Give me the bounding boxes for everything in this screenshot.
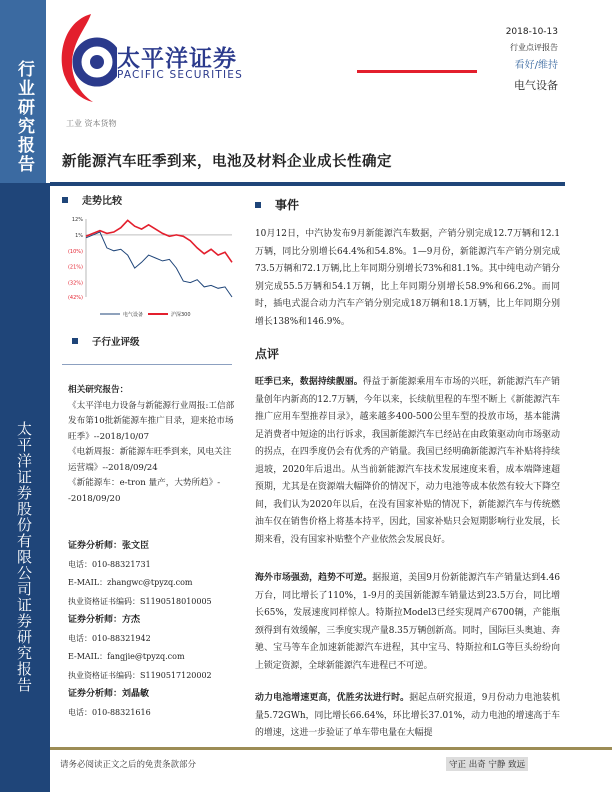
event-text: 10月12日，中汽协发布9月新能源汽车数据，产销分别完成12.7万辆和12.1万辆，同比分别增长64.4%和54.8%。1—9月份，新能源汽车产销分别完成73.5万辆和72.1万辆,比上年同期分别增长73%和81.1%。其中纯电动产销分别完成55.5万辆和54.1万辆，比上年同期分别增长58.9%和66.2%。而同时，插电式混合动力汽车产销分别完成18万辆和18.1万辆，比上年同期分别增长138%和146.9%。 (255, 229, 560, 327)
related-report[interactable]: 《新能源车：e-tron 量产，大势所趋》--2018/09/20 (68, 478, 221, 504)
analyst-phone: 电话：010-88321731 (68, 559, 151, 569)
page-title: 新能源汽车旺季到来，电池及材料企业成长性确定 (62, 153, 392, 170)
sidebar-top (0, 0, 46, 183)
disclaimer: 请务必阅读正文之后的免责条款部分 (60, 760, 197, 770)
y-tick-label: (42%) (67, 295, 83, 301)
analysts (68, 537, 238, 722)
sidebar-bottom (0, 183, 50, 792)
para-text: 据起点研究报道，9月份动力电池装机量5.72GWh，同比增长66.64%，环比增长37.01%，动力电池的增速高于车的增速，这进一步验证了单车带电量在大幅提 (255, 693, 561, 738)
sub-rating-header (72, 334, 140, 348)
legend-label: 沪深300 (171, 312, 191, 318)
analyst-email[interactable]: E-MAIL：zhangwc@tpyzq.com (68, 578, 193, 587)
series-line (86, 220, 232, 262)
comment-para (255, 374, 560, 549)
comment-para (255, 690, 560, 743)
legend-label: 电气设备 (123, 312, 144, 318)
related-reports (68, 383, 238, 507)
trend-chart (60, 213, 240, 323)
y-tick-label: (32%) (67, 280, 83, 287)
brand-name-cn: 太平洋证券 (117, 46, 237, 72)
rating-underline (357, 70, 477, 73)
para-text: 得益于新能源乘用车市场的兴旺，新能源汽车产销量创年内新高的12.7万辆，今年以来，长续航里程的车型不断上《新能源汽车推广应用车型推荐目录》，越来越多400-500公里车型的投放市场，基本能满足消费者中短途的出行诉求，我国新能源汽车已经站在由政策驱动向市场驱动的拐点，在四季度仍会有优秀的产销量。我国已经明确新能源汽车补贴将持续退坡，2020年后退出。从当前新能源汽车技术发展速度来看，成本端降速超预期，尤其是在资源端大幅降价的情况下，动力电池等成本依然有较大下降空间，我们认为2020年以后，在没有国家补贴的情况下，新能源汽车与传统燃油车仅在销售价格上将基本持平，因此，国家补贴只会短期影响行业发展，长期来看，没有国家补贴整个产业依然会发展良好。 (255, 377, 561, 545)
related-report[interactable]: 《太平洋电力设备与新能源行业周报:工信部发布第10批新能源车推广目录，迎来抢市场旺季》--2018/10/07 (68, 400, 235, 442)
y-tick-label: (10%) (67, 248, 83, 255)
para-lead: 海外市场强劲，趋势不可逆。 (255, 573, 373, 583)
para-text: 据报道，美国9月份新能源汽车产销量达到4.46万台，同比增长了110%，1-9月的美国新能源车销量达到23.5万台，同比增长65%，发展速度同样惊人。特斯拉Model3已经实现周产6700辆，产能瓶颈得到有效缓解，三季度实现产量8.35万辆创新高。同时，国际巨头奥迪、奔驰、宝马等车企加速新能源汽车进程，其中宝马、特斯拉和LG等巨头纷纷向上锁定资源，全球新能源汽车进程已不可逆。 (255, 573, 561, 671)
comment-para (255, 570, 560, 675)
para-lead: 动力电池增速更高，优胜劣汰进行时。 (255, 693, 410, 703)
y-tick-label: (21%) (67, 264, 83, 271)
analyst-title: 证券分析师：张文臣 (68, 541, 150, 551)
company-logo-icon (55, 12, 117, 104)
brand-name-en: PACIFIC SECURITIES (117, 69, 244, 81)
bullet-square-icon (72, 338, 78, 344)
trend-section-header (62, 192, 122, 207)
analyst-title: 证券分析师：刘晶敏 (68, 689, 150, 699)
analyst-cert: 执业资格证书编码：S1190517120002 (68, 670, 212, 680)
sidebar-report-label: 行业研究报告 (14, 60, 34, 174)
related-report[interactable]: 《电新周报：新能源车旺季到来，风电关注运营端》--2018/09/24 (68, 447, 232, 473)
report-date: 2018-10-13 (505, 27, 558, 37)
sidebar-company-label: 太平洋证券股份有限公司证券研究报告 (15, 421, 33, 693)
related-title: 相关研究报告： (68, 385, 129, 395)
y-tick-label: 1% (75, 232, 83, 239)
bullet-square-icon (255, 202, 261, 208)
analyst-cert: 执业资格证书编码：S1190518010005 (68, 596, 212, 606)
rating: 看好/维持 (514, 60, 558, 71)
comment-title: 点评 (255, 347, 280, 361)
footer-divider (50, 747, 612, 750)
sub-rating-divider (62, 364, 232, 365)
industry: 电气设备 (514, 79, 558, 92)
event-header (255, 196, 299, 213)
report-type: 行业点评报告 (510, 43, 558, 52)
trend-title: 走势比较 (82, 196, 122, 207)
series-line (86, 232, 232, 297)
y-tick-label: 12% (71, 217, 83, 223)
event-title: 事件 (275, 198, 300, 212)
sub-rating-title: 子行业评级 (92, 337, 140, 348)
analyst-phone: 电话：010-88321616 (68, 707, 151, 717)
para-lead: 旺季已来，数据持续靓丽。 (255, 377, 363, 387)
analyst-title: 证券分析师：方杰 (68, 615, 141, 625)
bullet-square-icon (62, 197, 68, 203)
title-divider (50, 182, 565, 186)
motto: 守正 出奇 宁静 致远 (446, 757, 528, 771)
analyst-email[interactable]: E-MAIL：fangjie@tpyzq.com (68, 652, 185, 661)
analyst-phone: 电话：010-88321942 (68, 633, 151, 643)
category: 工业 资本货物 (66, 119, 117, 128)
